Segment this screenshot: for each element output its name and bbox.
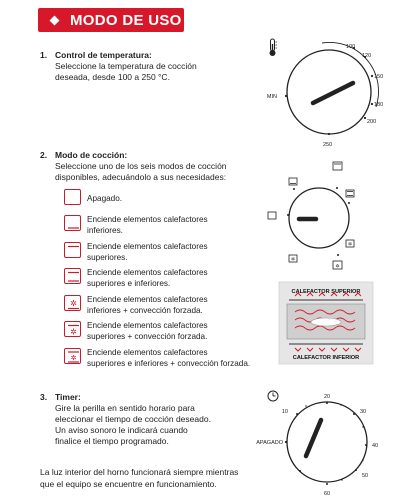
mode-label-line: Enciende elementos calefactores bbox=[87, 348, 208, 357]
timer-tick-10: 10 bbox=[281, 409, 288, 415]
dial-bottom-heat-icon bbox=[289, 178, 297, 185]
svg-text:✲: ✲ bbox=[347, 241, 353, 248]
heating-diagram bbox=[279, 282, 373, 364]
svg-text:✲: ✲ bbox=[335, 263, 340, 270]
temp-tick-100: 100 bbox=[346, 44, 356, 50]
dial-top-heat-icon bbox=[333, 162, 342, 170]
mode-label-line: Enciende elementos calefactores bbox=[87, 215, 208, 224]
mode-label-line: superiores + convección forzada. bbox=[87, 331, 208, 341]
timer-off-label: APAGADO bbox=[256, 440, 283, 446]
mode-label-line: Enciende elementos calefactores bbox=[87, 321, 208, 330]
temp-tick-250: 250 bbox=[323, 142, 333, 148]
thermometer-icon bbox=[270, 39, 278, 56]
svg-text:✲: ✲ bbox=[290, 256, 296, 263]
section-3-line: Gire la perilla en sentido horario para bbox=[55, 403, 195, 413]
section-2-title: Modo de cocción: bbox=[55, 150, 128, 160]
section-1-number: 1. bbox=[40, 50, 48, 60]
timer-tick-60: 60 bbox=[323, 491, 331, 497]
section-2-number: 2. bbox=[40, 150, 48, 160]
section-1-title: Control de temperatura: bbox=[55, 50, 152, 60]
timer-tick-50: 50 bbox=[362, 473, 369, 479]
mode-label-line: Enciende elementos calefactores bbox=[87, 295, 208, 304]
section-3-line: Un aviso sonoro le indicará cuando bbox=[55, 425, 188, 435]
section-2-line: disponibles, adecuándolo a sus necesidades: bbox=[55, 172, 227, 182]
mode-label-line: inferiores + convección forzada. bbox=[87, 305, 203, 315]
mode-label-line: Apagado. bbox=[87, 194, 123, 203]
section-1-line: deseada, desde 100 a 250 °C. bbox=[55, 72, 170, 82]
section-1-line: Seleccione la temperatura de cocción bbox=[55, 61, 197, 71]
timer-tick-30: 30 bbox=[360, 409, 367, 415]
section-3-line: eleccionar el tiempo de cocción deseado. bbox=[55, 414, 211, 424]
temp-tick-200: 200 bbox=[367, 119, 377, 125]
temp-tick-150: 150 bbox=[374, 74, 384, 80]
mode-label-line: Enciende elementos calefactores bbox=[87, 268, 208, 277]
svg-text:✲: ✲ bbox=[70, 299, 77, 308]
temp-tick-180: 180 bbox=[374, 102, 384, 108]
dial-off-icon bbox=[268, 212, 276, 219]
dial-top-bottom-heat-icon bbox=[346, 190, 354, 197]
mode-label-line: superiores e inferiores. bbox=[87, 278, 171, 288]
clock-icon bbox=[268, 391, 278, 401]
footer-line: que el equipo se encuentre en funcionamiento. bbox=[40, 479, 217, 489]
mode-label-line: superiores. bbox=[87, 252, 128, 262]
dial-top-bottom-fan-icon bbox=[346, 240, 354, 248]
section-3-line: finalice el tiempo programado. bbox=[55, 436, 169, 446]
mode-dial[interactable] bbox=[287, 187, 350, 257]
temp-min-label: MIN bbox=[266, 94, 277, 100]
dial-top-fan-icon bbox=[333, 261, 342, 270]
bottom-heater-label: CALEFACTOR INFERIOR bbox=[292, 355, 360, 361]
timer-tick-40: 40 bbox=[372, 443, 379, 449]
timer-dial[interactable] bbox=[256, 394, 378, 497]
timer-tick-20: 20 bbox=[323, 394, 331, 400]
svg-text:✲: ✲ bbox=[70, 327, 77, 337]
temperature-dial[interactable] bbox=[267, 42, 383, 148]
dial-bottom-fan-icon bbox=[289, 255, 297, 263]
header-title: MODO DE USO bbox=[70, 11, 182, 29]
section-3-number: 3. bbox=[40, 392, 48, 402]
footer-line: La luz interior del horno funcionará siempre mientras bbox=[40, 467, 239, 477]
temp-tick-120: 120 bbox=[362, 53, 372, 59]
top-heater-label: CALEFACTOR SUPERIOR bbox=[291, 289, 361, 295]
mode-label-line: superiores e inferiores + convección forzada. bbox=[87, 358, 251, 368]
svg-text:✲: ✲ bbox=[70, 354, 77, 362]
mode-label-line: inferiores. bbox=[87, 225, 123, 235]
section-3-title: Timer: bbox=[55, 392, 81, 402]
mode-label-line: Enciende elementos calefactores bbox=[87, 242, 208, 251]
section-2-line: Seleccione uno de los seis modos de cocción bbox=[55, 161, 227, 171]
